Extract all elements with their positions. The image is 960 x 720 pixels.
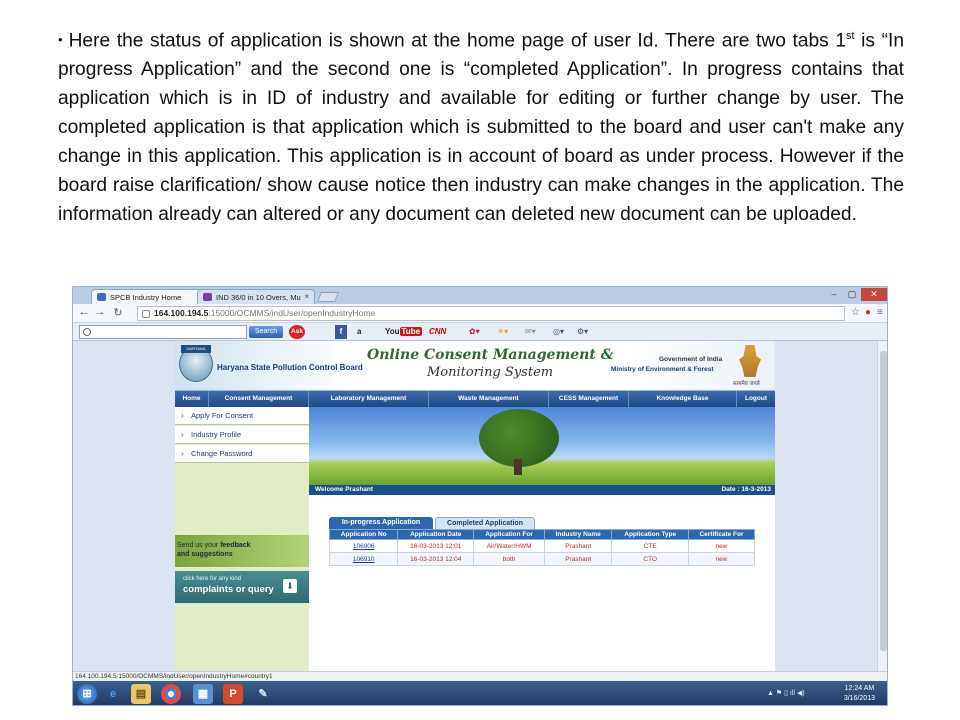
minimize-button[interactable]: – bbox=[831, 289, 837, 299]
page-viewport bbox=[73, 341, 877, 671]
national-emblem-icon bbox=[739, 345, 761, 377]
main-menu bbox=[175, 391, 775, 407]
welcome-bar bbox=[309, 485, 775, 495]
page-favicon-icon bbox=[97, 293, 106, 301]
browser-status-bar: 164.100.194.5:15000/OCMMS/indUser/openIndustryHome#country1 bbox=[73, 671, 888, 681]
vertical-scrollbar[interactable] bbox=[877, 341, 888, 671]
url-host: 164.100.194.5 bbox=[154, 308, 209, 318]
powerpoint-icon[interactable]: P bbox=[223, 684, 243, 704]
address-bar[interactable] bbox=[137, 306, 845, 321]
column-header: Application No bbox=[330, 530, 398, 540]
column-header: Application For bbox=[474, 530, 545, 540]
app-icon[interactable]: ▦ bbox=[193, 684, 213, 704]
complaints-big-text: complaints or query bbox=[183, 584, 274, 595]
table-row bbox=[330, 553, 755, 566]
site-header bbox=[175, 341, 775, 391]
column-header: Application Type bbox=[612, 530, 689, 540]
slide-text-part2: is “In progress Application” and the second one is “completed Application”. In progress contains that application which is in ID of industry and available for editing or further change by user. The completed application is that application which is submitted to the board and user can't make any change in this application. This application is in account of board as under process. However if the board raise clarification/ show cause notice then industry can make changes in the application. The information already can altered or any document can deleted new document can be uploaded. bbox=[58, 30, 904, 226]
yahoo-favicon-icon bbox=[203, 293, 212, 301]
browser-tab-label: SPCB Industry Home bbox=[110, 293, 182, 302]
back-arrow-icon[interactable]: ← bbox=[78, 306, 90, 318]
bookmark-star-icon[interactable]: ☆ bbox=[851, 307, 860, 318]
column-header: Certificate For bbox=[688, 530, 754, 540]
menu-knowledge-base[interactable]: Knowledge Base bbox=[629, 391, 737, 407]
application-type: CTO bbox=[612, 553, 689, 566]
tree-banner-image bbox=[309, 407, 775, 485]
welcome-text: Welcome Prashant bbox=[315, 486, 374, 493]
forward-arrow-icon[interactable]: → bbox=[94, 306, 106, 318]
application-date: 16-03-2013 12:04 bbox=[398, 553, 474, 566]
browser-tab-label: IND 36/0 in 10 Overs, Mu bbox=[216, 293, 301, 302]
ask-logo-icon[interactable]: Ask bbox=[289, 325, 305, 339]
menu-consent-management[interactable]: Consent Management bbox=[209, 391, 309, 407]
youtube-you: You bbox=[385, 327, 400, 336]
menu-home[interactable]: Home bbox=[175, 391, 209, 407]
board-name: Haryana State Pollution Control Board bbox=[217, 363, 363, 372]
clock-time: 12:24 AM bbox=[844, 685, 875, 692]
clock-date: 3/16/2013 bbox=[843, 695, 875, 702]
table-header-row bbox=[330, 530, 755, 540]
tab-completed[interactable]: Completed Application bbox=[435, 517, 535, 529]
target-icon[interactable]: ◎▾ bbox=[553, 327, 564, 336]
hspcb-logo-band: HARYANA bbox=[181, 345, 211, 353]
menu-waste-management[interactable]: Waste Management bbox=[429, 391, 549, 407]
search-icon bbox=[83, 328, 91, 336]
applications-table bbox=[329, 529, 755, 566]
facebook-icon[interactable]: f bbox=[335, 325, 347, 339]
sidebar-item-change-password[interactable]: › Change Password bbox=[175, 445, 309, 463]
weather-icon[interactable]: ✿▾ bbox=[469, 327, 480, 336]
window-close-button[interactable]: ✕ bbox=[861, 288, 887, 301]
slide-description bbox=[58, 22, 904, 229]
emblem-motto: सत्यमेव जयते bbox=[733, 381, 760, 387]
youtube-button[interactable] bbox=[385, 325, 422, 339]
application-type: CTE bbox=[612, 540, 689, 553]
feedback-bold: feedback bbox=[220, 542, 251, 549]
browser-tab-spcb[interactable] bbox=[91, 289, 209, 304]
current-date: Date : 16-3-2013 bbox=[721, 486, 771, 493]
sun-icon[interactable]: ☀▾ bbox=[497, 327, 509, 336]
extension-icon[interactable]: ● bbox=[865, 307, 872, 318]
industry-name: Prashant bbox=[544, 540, 611, 553]
menu-laboratory-management[interactable]: Laboratory Management bbox=[309, 391, 429, 407]
left-sidebar bbox=[175, 407, 309, 671]
application-no-link[interactable]: 106906 bbox=[330, 540, 398, 553]
site-title-line1: Online Consent Management & bbox=[367, 347, 614, 363]
maximize-button[interactable]: ▢ bbox=[847, 289, 857, 299]
browser-tab-bar bbox=[73, 287, 887, 304]
youtube-tube: Tube bbox=[401, 327, 421, 336]
application-for: both bbox=[474, 553, 545, 566]
menu-logout[interactable]: Logout bbox=[744, 395, 768, 402]
application-date: 16-03-2013 12:01 bbox=[398, 540, 474, 553]
ministry-label: Ministry of Environment & Forest bbox=[611, 366, 714, 373]
menu-cess-management[interactable]: CESS Management bbox=[549, 391, 629, 407]
chrome-icon[interactable] bbox=[161, 684, 181, 704]
feedback-banner[interactable] bbox=[175, 535, 309, 567]
tab-in-progress[interactable]: In-progress Application bbox=[329, 517, 433, 529]
mail-icon[interactable]: ✉▾ bbox=[525, 327, 536, 336]
complaints-banner[interactable] bbox=[175, 571, 309, 603]
download-arrow-icon: ⬇ bbox=[283, 579, 297, 593]
menu-icon[interactable]: ≡ bbox=[877, 307, 883, 318]
gov-of-india-label: Government of India bbox=[659, 356, 723, 363]
tray-icons[interactable]: ▲ ⚑ ▯ ıll ◀) bbox=[767, 690, 805, 697]
browser-tab-cricket[interactable] bbox=[197, 289, 315, 304]
browser-nav-bar bbox=[73, 304, 887, 323]
settings-icon[interactable]: ⚙▾ bbox=[577, 327, 589, 336]
new-tab-button[interactable] bbox=[317, 292, 339, 302]
feedback-text bbox=[177, 541, 257, 559]
paint-icon[interactable]: ✎ bbox=[258, 688, 268, 700]
tree-trunk bbox=[514, 459, 522, 475]
toolbar-search-button[interactable]: Search bbox=[249, 326, 283, 338]
table-row bbox=[330, 540, 755, 553]
internet-explorer-icon[interactable]: e bbox=[109, 688, 117, 700]
toolbar-search-input[interactable] bbox=[79, 325, 247, 339]
page-info-icon bbox=[142, 310, 150, 318]
file-explorer-icon[interactable]: ▤ bbox=[131, 684, 151, 704]
system-clock[interactable] bbox=[844, 684, 875, 704]
certificate-for: new bbox=[688, 540, 754, 553]
site-title-line2: Monitoring System bbox=[427, 365, 554, 380]
industry-name: Prashant bbox=[544, 553, 611, 566]
slide-text-part1: Here the status of application is shown at the home page of user Id. There are two tabs 1 bbox=[68, 30, 846, 52]
certificate-for: new bbox=[688, 553, 754, 566]
tab-close-icon[interactable]: × bbox=[304, 292, 309, 301]
amazon-icon[interactable]: a bbox=[357, 327, 362, 336]
scrollbar-thumb[interactable] bbox=[880, 351, 887, 651]
slide-text-superscript: st bbox=[846, 30, 855, 42]
feedback-line2: and suggestions bbox=[177, 551, 233, 558]
bullet-point: • bbox=[58, 32, 63, 48]
sidebar-item-industry-profile[interactable]: › Industry Profile bbox=[175, 426, 309, 444]
sidebar-item-apply-for-consent[interactable]: › Apply For Consent bbox=[175, 407, 309, 425]
application-no-link[interactable]: 106910 bbox=[330, 553, 398, 566]
start-button[interactable]: ⊞ bbox=[77, 684, 97, 704]
url-path: :15000/OCMMS/indUser/openIndustryHome bbox=[208, 308, 376, 318]
windows-taskbar bbox=[73, 681, 888, 706]
feedback-line1: Send us your bbox=[177, 542, 221, 549]
browser-screenshot bbox=[72, 286, 888, 706]
search-toolbar bbox=[73, 323, 887, 341]
application-for: Air/Water/HWM bbox=[474, 540, 545, 553]
ocmms-page bbox=[175, 341, 775, 671]
reload-icon[interactable]: ↻ bbox=[113, 307, 123, 319]
cnn-button[interactable]: CNN bbox=[429, 327, 447, 336]
column-header: Industry Name bbox=[544, 530, 611, 540]
complaints-small-text: click here for any kind bbox=[183, 576, 242, 582]
column-header: Application Date bbox=[398, 530, 474, 540]
